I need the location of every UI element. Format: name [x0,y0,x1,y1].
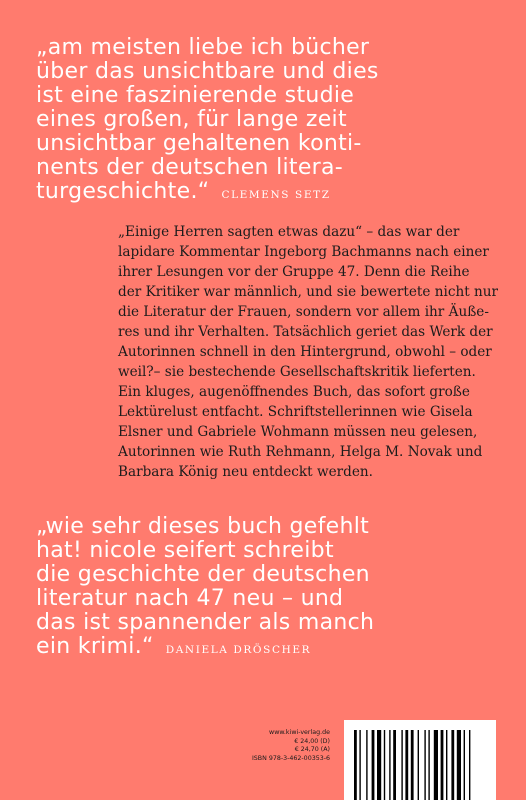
blurb-quote-setz [36,36,496,207]
barcode [344,720,496,800]
price-at: € 24,70 (A) [294,746,330,754]
quote-attribution: DANIELA DRÖSCHER [165,644,312,656]
body-line: „Einige Herren sagten etwas dazu“ – das war der [118,224,460,240]
quote-line: „am meisten liebe ich bücher [36,35,370,60]
body-line: weil?– sie bestechende Gesellschaftskritik lieferten. [118,364,476,380]
body-line: Lektürelust entfacht. Schriftstellerinnen wie Gisela [118,404,473,420]
quote-line: eines großen, für lange zeit [36,107,347,132]
quote-line: das ist spannender als manch [36,610,375,635]
quote-attribution: CLEMENS SETZ [221,189,331,201]
quote-line: die geschichte der deutschen [36,562,370,587]
body-line: Ein kluges, augenöffnendes Buch, das sofort große [118,384,470,400]
body-line: res und ihr Verhalten. Tatsächlich geriet das Werk der [118,324,493,340]
body-line: ihrer Lesungen vor der Gruppe 47. Denn die Reihe [118,264,470,280]
body-line: lapidare Kommentar Ingeborg Bachmanns nach einer [118,244,489,260]
body-line: Autorinnen wie Ruth Rehmann, Helga M. Novak und [118,444,483,460]
quote-line-last: ein krimi.“ DANIELA DRÖSCHER [36,634,312,659]
imprint-block [228,729,330,763]
quote-line: nents der deutschen litera- [36,155,344,180]
body-line: die Literatur der Frauen, sondern vor allem ihr Äuße- [118,304,489,320]
quote-line: ist eine faszinierende studie [36,83,355,108]
quote-line: „wie sehr dieses buch gefehlt [36,514,370,539]
quote-line: literatur nach 47 neu – und [36,586,344,611]
barcode-icon [352,730,488,800]
quote-line: hat! nicole seifert schreibt [36,538,334,563]
blurb-quote-droescher [36,515,496,662]
quote-line: unsichtbar gehaltenen konti- [36,131,362,156]
quote-line: über das unsichtbare und dies [36,59,379,84]
price-de: € 24,00 (D) [294,737,330,745]
quote-line-last: turgeschichte.“ CLEMENS SETZ [36,179,331,204]
publisher-url: www.kiwi-verlag.de [269,729,330,736]
body-line: Barbara König neu entdeckt werden. [118,464,373,480]
body-line: Elsner und Gabriele Wohmann müssen neu gelesen, [118,424,478,440]
body-line: der Kritiker war männlich, und sie bewertete nicht nur [118,284,498,300]
body-line: Autorinnen schnell in den Hintergrund, obwohl – oder [118,344,492,360]
isbn: ISBN 978-3-462-00353-6 [251,754,330,762]
blurb-body-text [118,222,498,482]
